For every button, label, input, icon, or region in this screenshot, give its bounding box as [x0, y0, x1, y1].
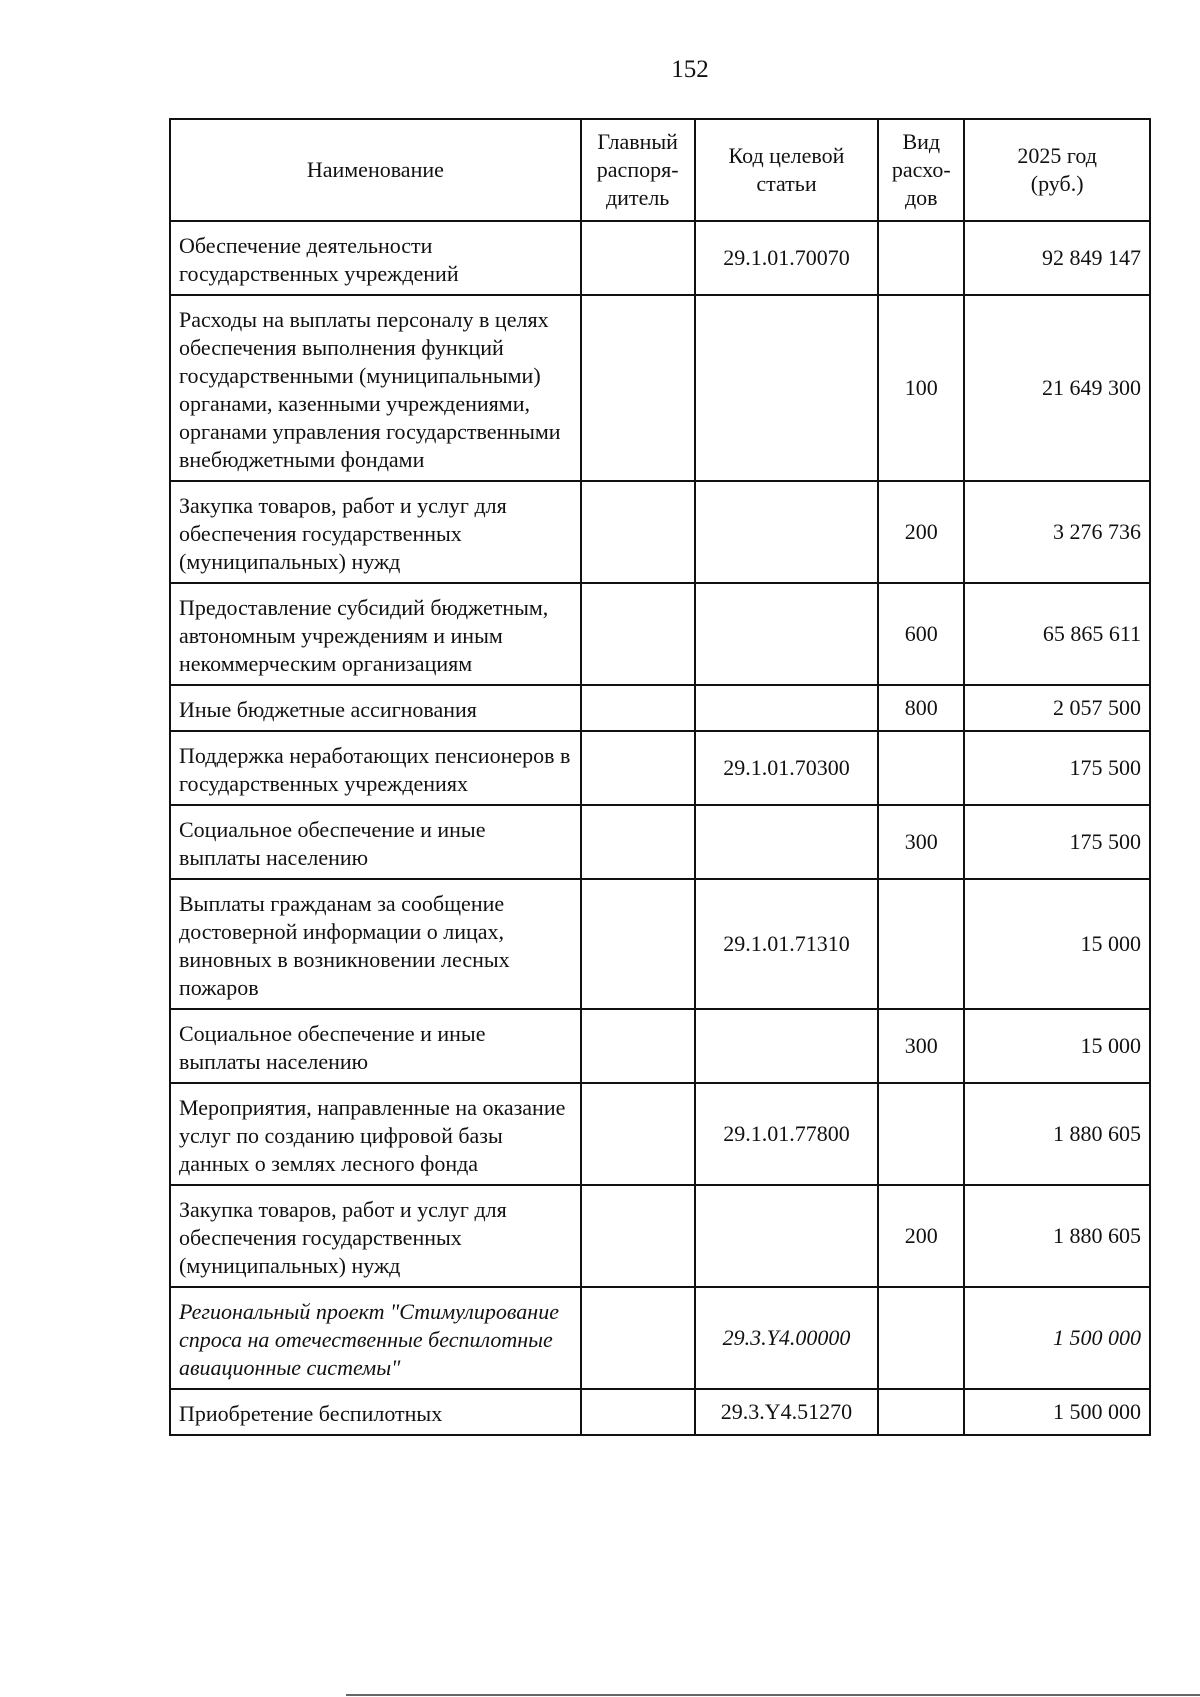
row-type: 200	[878, 481, 964, 583]
row-code: 29.3.Y4.51270	[695, 1389, 879, 1435]
row-amount: 1 880 605	[964, 1083, 1150, 1185]
header-grbs: Главный распоря-дитель	[581, 119, 695, 221]
table-row	[170, 583, 1150, 685]
table-header-row	[170, 119, 1150, 221]
table-row	[170, 1009, 1150, 1083]
table-row	[170, 481, 1150, 583]
row-type	[878, 221, 964, 295]
row-name: Закупка товаров, работ и услуг для обеспечения государственных (муниципальных) нужд	[170, 1185, 581, 1287]
row-name: Социальное обеспечение и иные выплаты населению	[170, 1009, 581, 1083]
table-row	[170, 685, 1150, 731]
row-amount: 1 500 000	[964, 1287, 1150, 1389]
row-name: Мероприятия, направленные на оказание услуг по созданию цифровой базы данных о землях лесного фонда	[170, 1083, 581, 1185]
table-body	[170, 221, 1150, 1435]
row-amount: 92 849 147	[964, 221, 1150, 295]
row-amount: 15 000	[964, 879, 1150, 1009]
row-code	[695, 295, 879, 481]
table-row	[170, 805, 1150, 879]
header-code: Код целевой статьи	[695, 119, 879, 221]
row-code	[695, 1185, 879, 1287]
table-row	[170, 731, 1150, 805]
row-type	[878, 1287, 964, 1389]
row-code: 29.1.01.70070	[695, 221, 879, 295]
row-name: Приобретение беспилотных	[170, 1389, 581, 1435]
page-number: 152	[671, 56, 709, 83]
table-row	[170, 1083, 1150, 1185]
row-grbs	[581, 481, 695, 583]
row-amount: 175 500	[964, 731, 1150, 805]
row-code	[695, 685, 879, 731]
row-grbs	[581, 805, 695, 879]
budget-table	[169, 118, 1151, 1436]
table-row	[170, 1389, 1150, 1435]
row-code: 29.1.01.70300	[695, 731, 879, 805]
row-type	[878, 731, 964, 805]
row-grbs	[581, 1185, 695, 1287]
row-name: Иные бюджетные ассигнования	[170, 685, 581, 731]
row-code	[695, 481, 879, 583]
row-amount: 1 880 605	[964, 1185, 1150, 1287]
row-amount: 1 500 000	[964, 1389, 1150, 1435]
row-grbs	[581, 731, 695, 805]
row-amount: 3 276 736	[964, 481, 1150, 583]
row-type: 600	[878, 583, 964, 685]
row-type: 300	[878, 805, 964, 879]
row-grbs	[581, 685, 695, 731]
header-type: Вид расхо-дов	[878, 119, 964, 221]
row-grbs	[581, 583, 695, 685]
footer-rule	[346, 1694, 1200, 1696]
header-amount: 2025 год (руб.)	[964, 119, 1150, 221]
table-row	[170, 221, 1150, 295]
row-amount: 21 649 300	[964, 295, 1150, 481]
row-type: 800	[878, 685, 964, 731]
row-grbs	[581, 879, 695, 1009]
table-row	[170, 1185, 1150, 1287]
row-grbs	[581, 295, 695, 481]
row-name: Выплаты гражданам за сообщение достоверной информации о лицах, виновных в возникновении лесных пожаров	[170, 879, 581, 1009]
row-code	[695, 805, 879, 879]
row-code: 29.1.01.77800	[695, 1083, 879, 1185]
row-code	[695, 1009, 879, 1083]
row-type: 200	[878, 1185, 964, 1287]
row-code: 29.1.01.71310	[695, 879, 879, 1009]
row-code: 29.3.Y4.00000	[695, 1287, 879, 1389]
row-grbs	[581, 1083, 695, 1185]
row-grbs	[581, 1389, 695, 1435]
row-name: Социальное обеспечение и иные выплаты населению	[170, 805, 581, 879]
row-amount: 2 057 500	[964, 685, 1150, 731]
row-grbs	[581, 221, 695, 295]
row-type: 300	[878, 1009, 964, 1083]
row-name: Обеспечение деятельности государственных учреждений	[170, 221, 581, 295]
row-name: Расходы на выплаты персоналу в целях обеспечения выполнения функций государственными (муниципальными) органами, казенными учреждениями, органами управления государственными внебюджетными фондами	[170, 295, 581, 481]
row-type	[878, 1389, 964, 1435]
row-amount: 65 865 611	[964, 583, 1150, 685]
row-name: Закупка товаров, работ и услуг для обеспечения государственных (муниципальных) нужд	[170, 481, 581, 583]
table-row	[170, 879, 1150, 1009]
row-type	[878, 1083, 964, 1185]
row-type: 100	[878, 295, 964, 481]
header-name: Наименование	[170, 119, 581, 221]
row-type	[878, 879, 964, 1009]
row-name: Региональный проект "Стимулирование спроса на отечественные беспилотные авиационные системы"	[170, 1287, 581, 1389]
table-row	[170, 1287, 1150, 1389]
row-name: Поддержка неработающих пенсионеров в государственных учреждениях	[170, 731, 581, 805]
row-code	[695, 583, 879, 685]
row-grbs	[581, 1287, 695, 1389]
row-amount: 15 000	[964, 1009, 1150, 1083]
row-grbs	[581, 1009, 695, 1083]
table-row	[170, 295, 1150, 481]
row-name: Предоставление субсидий бюджетным, автономным учреждениям и иным некоммерческим организациям	[170, 583, 581, 685]
row-amount: 175 500	[964, 805, 1150, 879]
